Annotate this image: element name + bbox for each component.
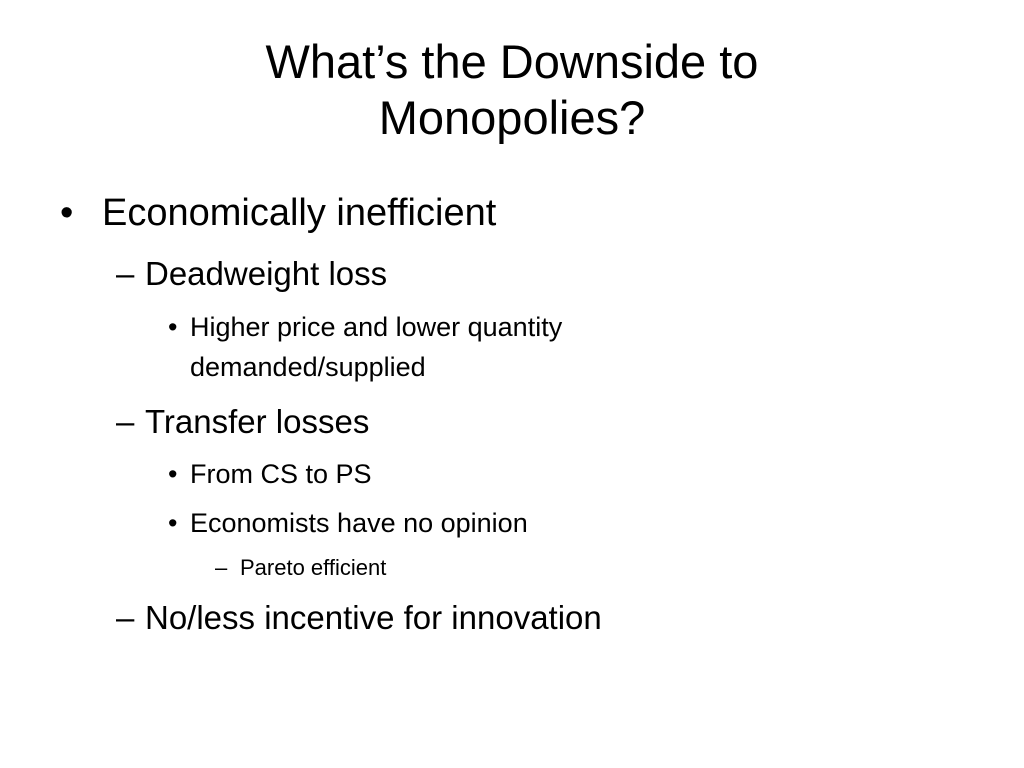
slide-title-line-2: Monopolies? xyxy=(378,91,646,144)
dash-marker: – xyxy=(116,255,135,292)
bullet-marker: • xyxy=(168,459,178,489)
subsubbullet-text-line-1: Higher price and lower quantity xyxy=(190,312,563,342)
bullet-marker: • xyxy=(168,508,178,538)
slide-title-line-1: What’s the Downside to xyxy=(265,35,759,88)
bullet-marker: • xyxy=(60,192,74,234)
subsubbullet-text: From CS to PS xyxy=(190,459,372,489)
bullet-text: Economically inefficient xyxy=(102,192,497,234)
dash-marker: – xyxy=(215,555,228,580)
subbullet-text: Transfer losses xyxy=(145,403,370,440)
dash-marker: – xyxy=(116,599,135,636)
subbullet-text: No/less incentive for innovation xyxy=(145,599,602,636)
subbullet-text: Pareto efficient xyxy=(240,555,387,580)
subsubbullet-text: Economists have no opinion xyxy=(190,508,528,538)
subbullet-text: Deadweight loss xyxy=(145,255,388,292)
slide-title xyxy=(0,34,1024,146)
dash-marker: – xyxy=(116,403,135,440)
bullet-marker: • xyxy=(168,312,178,342)
subsubbullet-text-line-2: demanded/supplied xyxy=(190,352,426,382)
